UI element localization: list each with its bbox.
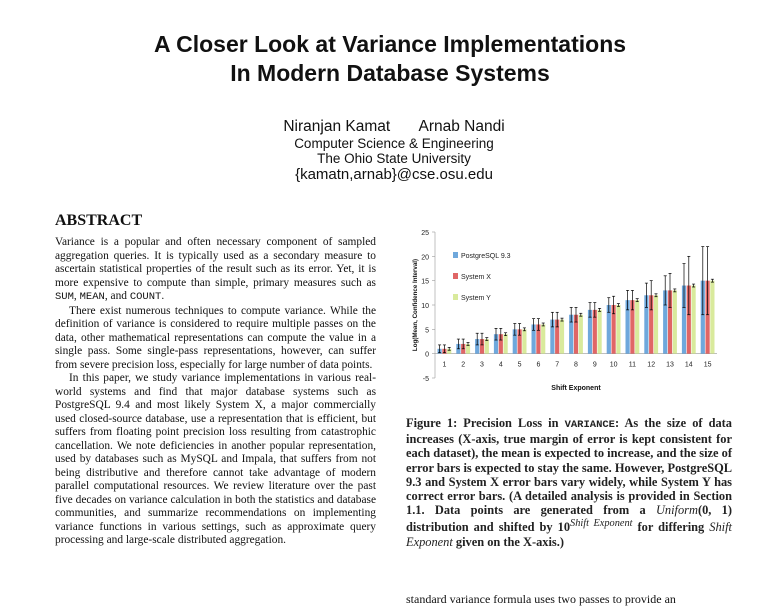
x-tick-label: 9 [592,361,597,369]
x-tick-label: 6 [536,361,541,369]
legend-swatch [453,294,458,300]
affiliation-dept: Computer Science & Engineering [294,136,494,151]
legend-label: PostgreSQL 9.3 [461,253,511,260]
legend-label: System Y [461,295,491,302]
title-line-2: In Modern Database Systems [230,60,550,86]
bar-system-y [616,305,620,354]
caption-label: Figure 1: Precision Loss in [406,416,565,430]
abstract-paragraph-2: There exist numerous techniques to compute variance. While the definition of variance is considered to require multiple passes on the data, other mathematical representations can compute the value in a single pass. Some single-pass representations, however, can suffer from severe precision loss, especially for large number of data points. [55,304,376,371]
bar-system-y [541,324,545,353]
y-tick-label: 10 [421,303,429,310]
paper-title [0,30,759,88]
abstract-paragraph-3: In this paper, we study variance implementations in various real-world systems and find that major database systems such as PostgreSQL 9.4 and most likely System X, a major commercially used closed-source database, use a representation that is efficient, but suffers from floating point precision loss resulting from catastrophic cancellation. We note deficiencies in another popular representation, used by databases such as MySQL and Impala, that suffers from not being distributive and therefore cannot take advantage of modern parallel computational resources. We review literature over the past five decades on variance calculation in both the statistics and database communities, and summarize recommendations on implementing variance functions in various settings, such as approximate query processing and large-scale distributed aggregation. [55,372,376,546]
x-tick-label: 11 [628,361,637,369]
figure-caption [406,416,732,549]
bar-system-y [692,286,696,354]
y-tick-label: 5 [425,327,429,335]
bar-system-y [522,329,526,353]
x-tick-label: 8 [574,361,578,369]
body-text-fragment: standard variance formula uses two passes to provide an [406,592,676,606]
y-tick-label: 25 [421,230,429,237]
bar-system-y [654,295,658,353]
mean-keyword: MEAN [79,291,105,303]
legend-swatch [453,273,458,279]
x-tick-label: 10 [609,361,618,369]
x-tick-label: 3 [480,361,484,369]
x-tick-label: 7 [555,361,560,369]
bar-system-y [579,315,583,354]
y-tick-label: 15 [421,278,429,286]
caption-text-1: : As the size of data increases (X-axis, true margin of error is kept consistent for each dataset), the mean is expected to increase, and the size of error bars is expected to stay the same. However, PostgreSQL 9.3 and System X error bars vary widely, while System Y has correct error bars. (A detailed analysis is provided in Section 1.1. Data points are generated from a [406,416,732,518]
y-axis-label: Log(Mean, Confidence Interval) [412,258,419,352]
caption-text-4: given on the X-axis.) [452,534,564,549]
bar-system-y [710,281,714,354]
p1-comma: , [73,290,80,302]
caption-shift-exponent: Shift Exponent [406,520,732,549]
x-tick-label: 13 [666,361,674,369]
caption-text-2: distribution and shifted by 10 [406,520,571,535]
y-tick-label: -5 [422,376,429,383]
legend-label: System X [461,274,491,281]
bar-system-y [485,339,489,354]
caption-uniform-args: (0, 1) [697,503,733,518]
precision-loss-chart [405,224,735,394]
author-2: Arnab Nandi [418,118,505,135]
abstract-p1-text: Variance is a popular and often necessary component of sampled aggregation queries. It is typically used as a secondary measure to ascertain statistical properties of the result such as its error. Yet, it is more expensive to compute than simple, primary measures such as [55,236,376,289]
x-tick-label: 2 [461,361,466,369]
title-line-1: A Closer Look at Variance Implementations [153,31,627,57]
bar-system-y [635,300,639,354]
x-tick-label: 15 [703,361,712,369]
x-tick-label: 1 [442,361,447,369]
count-keyword: COUNT [129,291,162,303]
legend-swatch [453,252,458,258]
affiliation-univ: The Ohio State University [317,151,471,166]
caption-uniform: Uniform [655,503,698,518]
author-block [0,118,759,184]
x-tick-label: 4 [498,361,503,369]
bar-system-y [560,320,564,354]
p1-and: , and [104,290,130,302]
caption-variance-word: VARIANCE [564,419,615,431]
bar-system-y [673,290,677,353]
x-tick-label: 14 [684,361,693,369]
y-tick-label: 0 [425,351,429,359]
abstract-heading: ABSTRACT [55,212,143,229]
p1-end: . [161,290,165,302]
author-email: {kamatn,arnab}@cse.osu.edu [295,166,493,183]
caption-superscript: Shift Exponent [570,518,633,530]
x-axis-label: Shift Exponent [551,385,601,392]
abstract-paragraph-1 [55,236,376,305]
bar-system-y [598,310,602,354]
y-tick-label: 20 [421,254,429,262]
bar-system-y [504,334,508,353]
sum-keyword: SUM [55,291,74,303]
abstract-body [55,236,376,548]
x-tick-label: 5 [517,361,522,369]
caption-text-3: for differing [632,520,710,535]
author-1: Niranjan Kamat [283,118,391,135]
author-names [0,118,759,136]
x-tick-label: 12 [647,361,656,369]
